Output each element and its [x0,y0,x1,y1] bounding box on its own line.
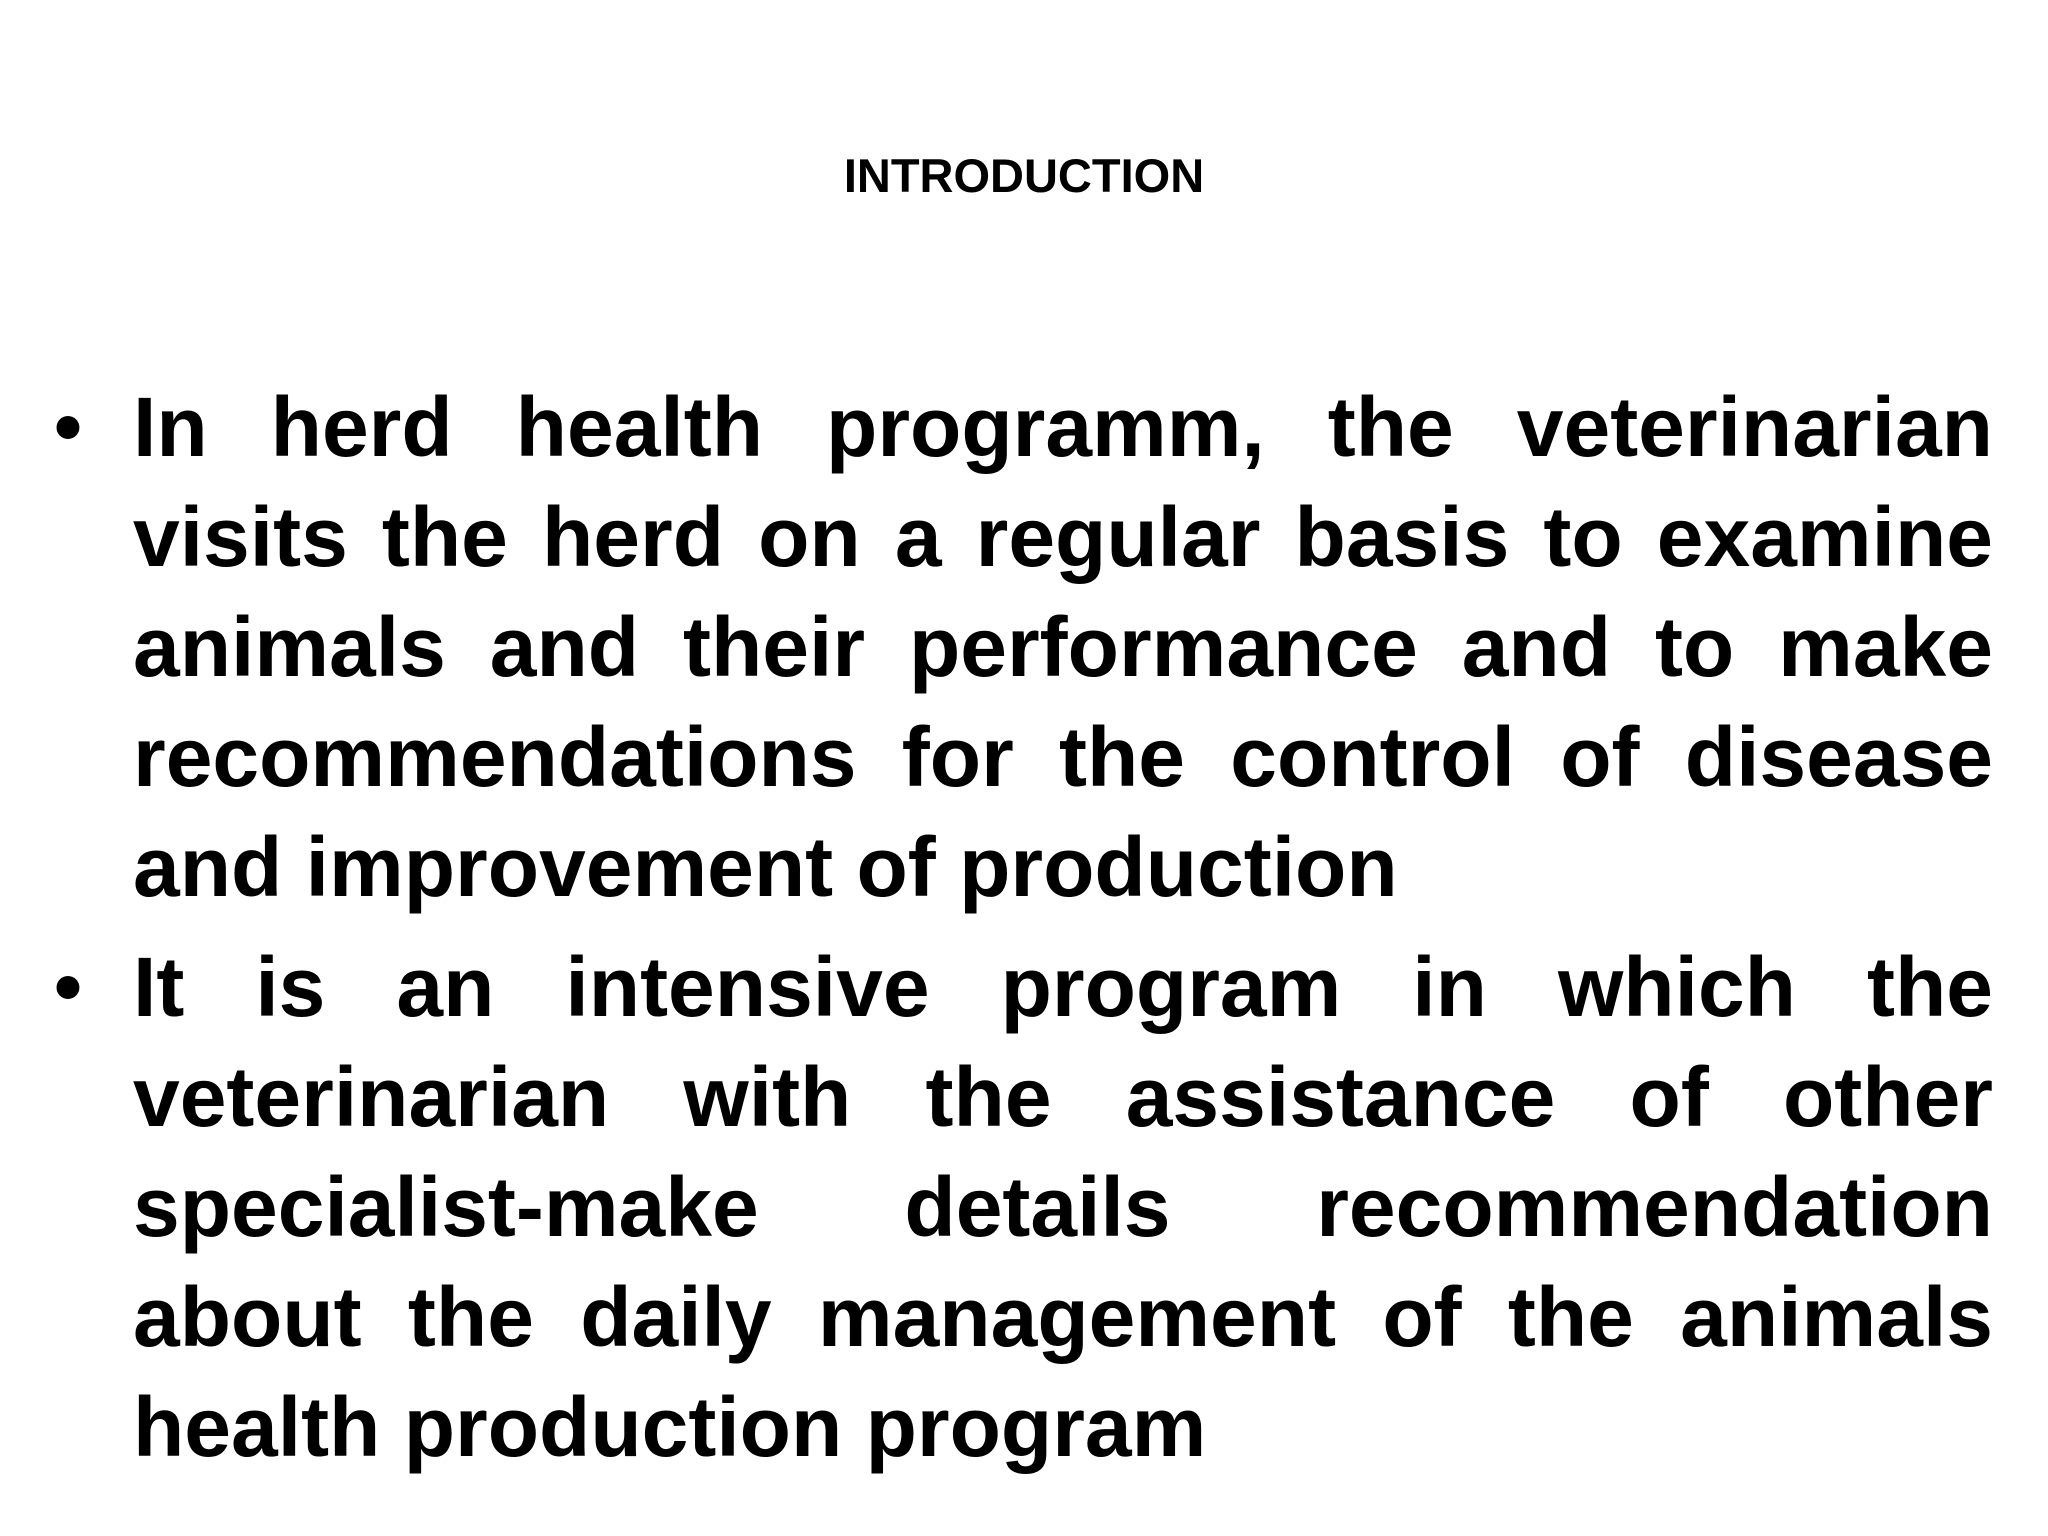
bullet-dot-icon: • [54,942,83,1031]
bullet-item [0,932,2048,1482]
bullet-dot-icon: • [54,382,83,471]
bullet-text: In herd health programm, the veterinarian visits the herd on a regular basis to examine animals and their performance and to make recommendations for the control of disease and improvement of production [133,380,1993,914]
bullet-list [0,372,2048,1492]
bullet-item [0,372,2048,922]
slide-title: INTRODUCTION [843,149,1205,202]
bullet-text: It is an intensive program in which the veterinarian with the assistance of other specialist-make details recommendation about the daily management of the animals health production program [133,940,1993,1474]
